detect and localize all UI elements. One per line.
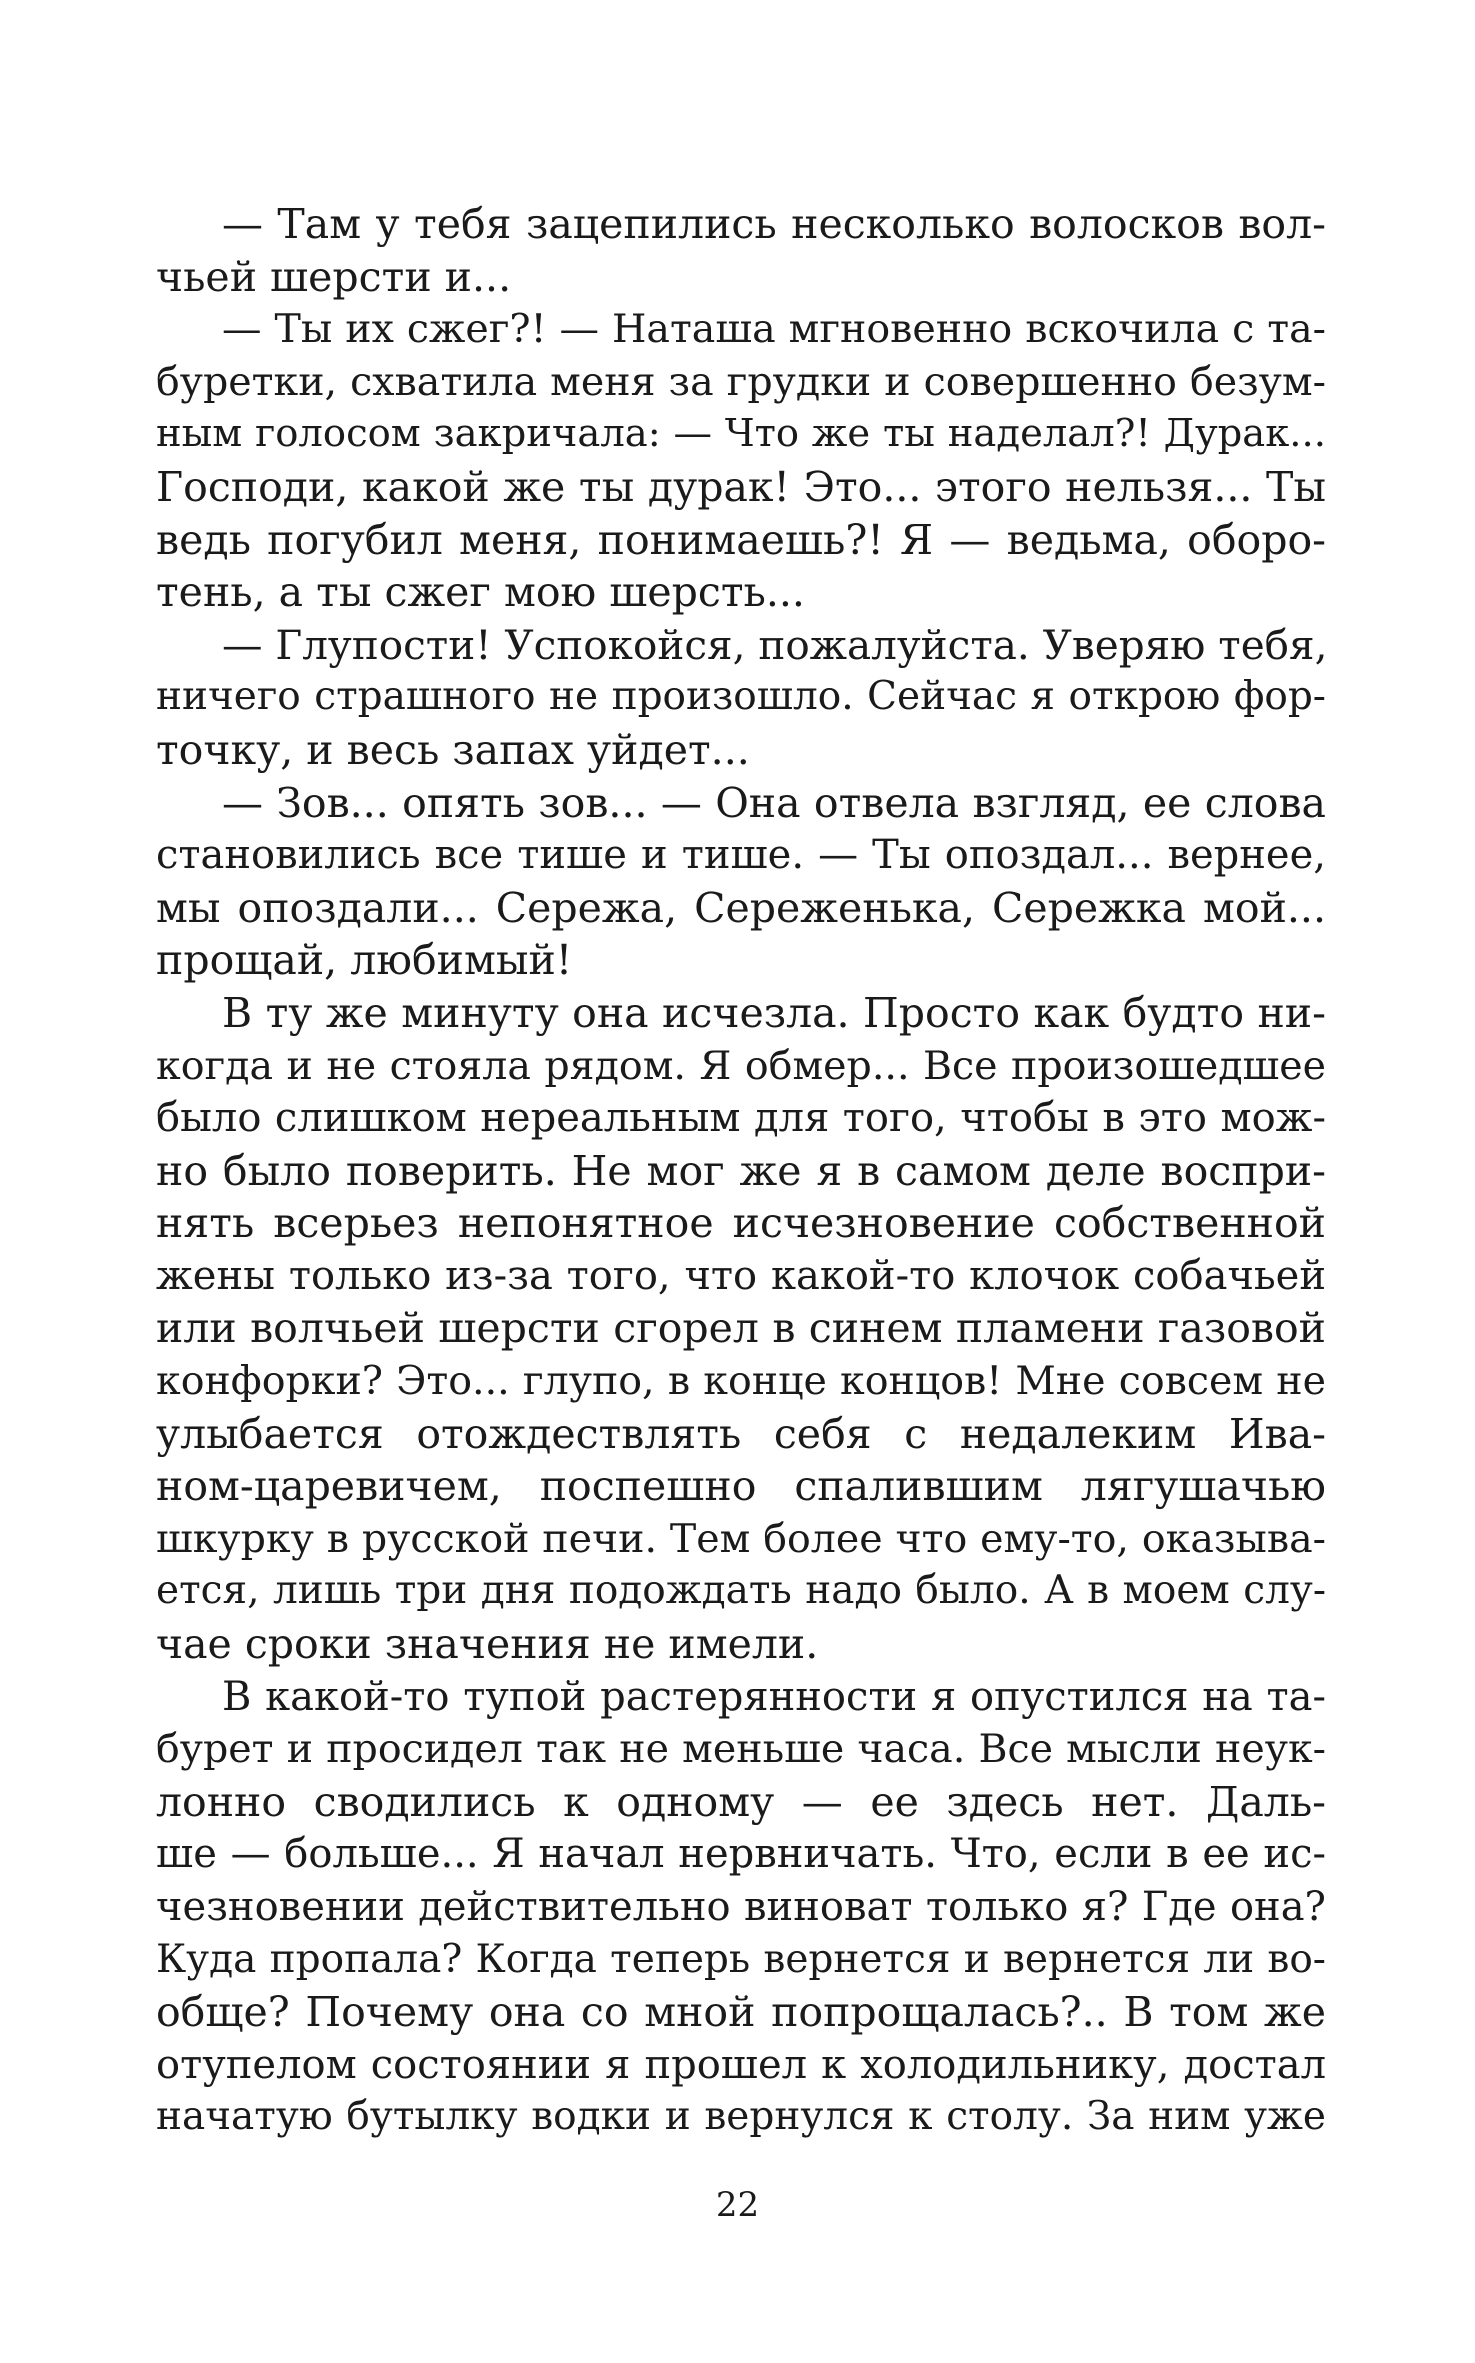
text-line: шкурку в русской печи. Тем более что ему-то, оказыва- [156, 1515, 1326, 1562]
text-line: В ту же минуту она исчезла. Просто как будто ни- [222, 988, 1326, 1037]
text-line: Господи, какой же ты дурак! Это... этого нельзя... Ты [156, 462, 1326, 511]
text-line: ным голосом закричала: — Что же ты наделал?! Дурак... [156, 411, 1326, 457]
text-line: или волчьей шерсти сгорел в синем пламени газовой [156, 1304, 1326, 1353]
text-line: ется, лишь три дня подождать надо было. А в моем слу- [156, 1568, 1326, 1614]
text-line: нять всерьез непонятное исчезновение собственной [156, 1199, 1326, 1248]
text-line: прощай, любимый! [156, 936, 573, 985]
text-line: мы опоздали... Сережа, Сереженька, Сережка мой... [156, 883, 1326, 932]
text-line: ном-царевичем, поспешно спалившим лягушачью [156, 1462, 1326, 1511]
text-line: ничего страшного не произошло. Сейчас я открою фор- [156, 674, 1326, 720]
text-line: улыбается отождествлять себя с недалеким Ива- [156, 1409, 1326, 1458]
text-line: точку, и весь запах уйдет... [156, 725, 750, 774]
text-line: бурет и просидел так не меньше часа. Все мысли неук- [156, 1726, 1326, 1773]
text-line: чезновении действительно виноват только я? Где она? [156, 1884, 1326, 1930]
text-line: чае сроки значения не имели. [156, 1620, 819, 1669]
body-text [156, 198, 1326, 2144]
text-line: когда и не стояла рядом. Я обмер... Все произошедшее [156, 1042, 1326, 1089]
text-line: лонно сводились к одному — ее здесь нет. Даль- [156, 1777, 1326, 1826]
text-line: — Зов... опять зов... — Она отвела взгляд, ее слова [222, 778, 1326, 827]
text-line: Куда пропала? Когда теперь вернется и вернется ли во- [156, 1936, 1326, 1982]
text-line: — Там у тебя зацепились несколько волосков вол- [222, 200, 1326, 248]
text-line: конфорки? Это... глупо, в конце концов! Мне совсем не [156, 1358, 1326, 1405]
text-line: тень, а ты сжег мою шерсть... [156, 568, 805, 617]
text-line: отупелом состоянии я прошел к холодильнику, достал [156, 2041, 1326, 2088]
text-line: ведь погубил меня, понимаешь?! Я — ведьма, оборо- [156, 515, 1326, 564]
text-line: В какой-то тупой растерянности я опустился на та- [222, 1673, 1326, 1720]
text-line: но было поверить. Не мог же я в самом деле воспри- [156, 1146, 1326, 1195]
text-line: обще? Почему она со мной попрощалась?.. В том же [156, 1988, 1326, 2037]
text-line: было слишком нереальным для того, чтобы в это мож- [156, 1095, 1326, 1142]
text-line: — Глупости! Успокойся, пожалуйста. Уверяю тебя, [222, 620, 1328, 669]
page-number: 22 [715, 2185, 760, 2225]
text-line: ше — больше... Я начал нервничать. Что, если в ее ис- [156, 1831, 1326, 1878]
text-line: начатую бутылку водки и вернулся к столу. За ним уже [156, 2094, 1326, 2140]
text-line: чьей шерсти и... [156, 252, 512, 301]
text-line: становились все тише и тише. — Ты опоздал... вернее, [156, 832, 1326, 879]
text-line: буретки, схватила меня за грудки и совершенно безум- [156, 358, 1326, 405]
text-line: — Ты их сжег?! — Наташа мгновенно вскочила с та- [222, 306, 1326, 353]
text-line: жены только из-за того, что какой-то клочок собачьей [156, 1252, 1326, 1299]
